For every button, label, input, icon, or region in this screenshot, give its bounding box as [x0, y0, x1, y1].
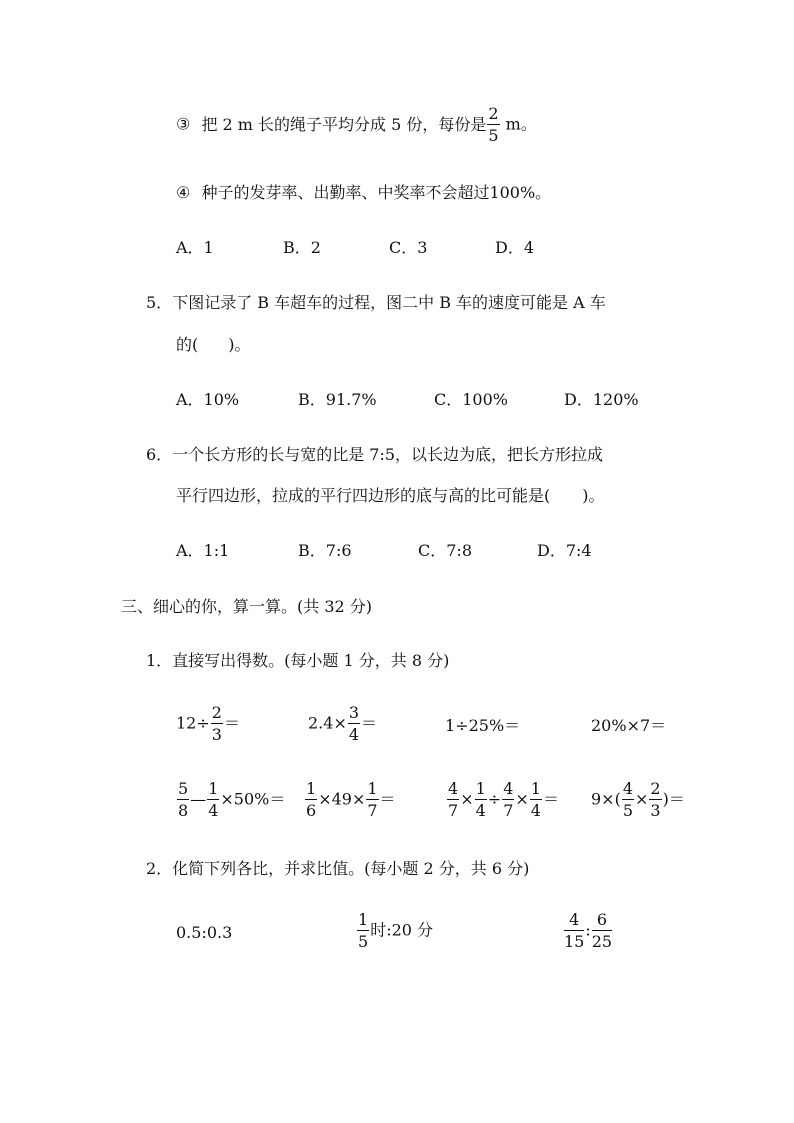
- option-c: C．100%: [434, 390, 508, 409]
- option-a: A．1:1: [176, 541, 230, 560]
- ratio-3: $\frac{4}{15}$ : $\frac{6}{25}$: [564, 910, 613, 951]
- question-text: 下图记录了 B 车超车的过程，图二中 B 车的速度可能是 A 车: [172, 293, 606, 312]
- subsection-2-title: 2．化简下列各比，并求比值。(每小题 2 分，共 6 分): [146, 859, 530, 878]
- expression-2: 2.4× $\frac{3}{4}$ ＝: [308, 703, 378, 744]
- item-3-text: 把 2 m 长的绳子平均分成 5 份，每份是: [201, 114, 487, 134]
- question-6-line2: 平行四边形，拉成的平行四边形的底与高的比可能是( )。: [176, 486, 605, 505]
- expression-4: 20%×7＝: [591, 716, 667, 735]
- option-b: B．7:6: [298, 541, 352, 560]
- expression-8: 9×( $\frac{4}{5}$ × $\frac{2}{3}$ )＝: [591, 779, 685, 820]
- option-d: D．7:4: [537, 541, 592, 560]
- question-5: [146, 293, 606, 313]
- option-b: B．2: [283, 238, 321, 257]
- question-5-line2: 的( )。: [176, 335, 251, 354]
- expression-1: 12÷ $\frac{2}{3}$ ＝: [176, 703, 240, 744]
- circled-number-3: ③: [176, 114, 191, 134]
- list-item-3: ③ 把 2 m 长的绳子平均分成 5 份，每份是 $\frac{2}{5}$ m。: [176, 104, 537, 145]
- option-d: D．4: [495, 238, 535, 257]
- option-d: D．120%: [564, 390, 639, 409]
- section-title: 三、细心的你，算一算。(共 32 分): [121, 597, 373, 616]
- expression-3: 1÷25%＝: [445, 716, 521, 735]
- expression-5: $\frac{5}{8}$ — $\frac{1}{4}$ ×50%＝: [178, 779, 286, 820]
- option-b: B．91.7%: [298, 390, 377, 409]
- fraction: $\frac{2}{5}$: [488, 104, 499, 145]
- option-c: C．3: [389, 238, 428, 257]
- option-c: C．7:8: [418, 541, 472, 560]
- question-number: 5．: [146, 293, 173, 312]
- question-text: 一个长方形的长与宽的比是 7:5，以长边为底，把长方形拉成: [172, 445, 604, 464]
- circled-number-4: ④: [176, 183, 191, 202]
- ratio-2: $\frac{1}{5}$ 时:20 分: [358, 910, 434, 951]
- question-6: [146, 445, 603, 465]
- option-a: A．10%: [176, 390, 240, 409]
- expression-7: $\frac{4}{7}$ × $\frac{1}{4}$ ÷ $\frac{4}{7}$ × $\frac{1}{4}$ ＝: [448, 779, 559, 820]
- subsection-1-title: 1．直接写出得数。(每小题 1 分，共 8 分): [146, 651, 450, 670]
- option-a: A．1: [176, 238, 214, 257]
- item-4-text: 种子的发芽率、出勤率、中奖率不会超过100%。: [201, 183, 552, 202]
- question-number: 6．: [146, 445, 173, 464]
- list-item-4: [176, 183, 551, 203]
- expression-6: $\frac{1}{6}$ ×49× $\frac{1}{7}$ ＝: [306, 779, 396, 820]
- ratio-1: 0.5:0.3: [176, 923, 233, 942]
